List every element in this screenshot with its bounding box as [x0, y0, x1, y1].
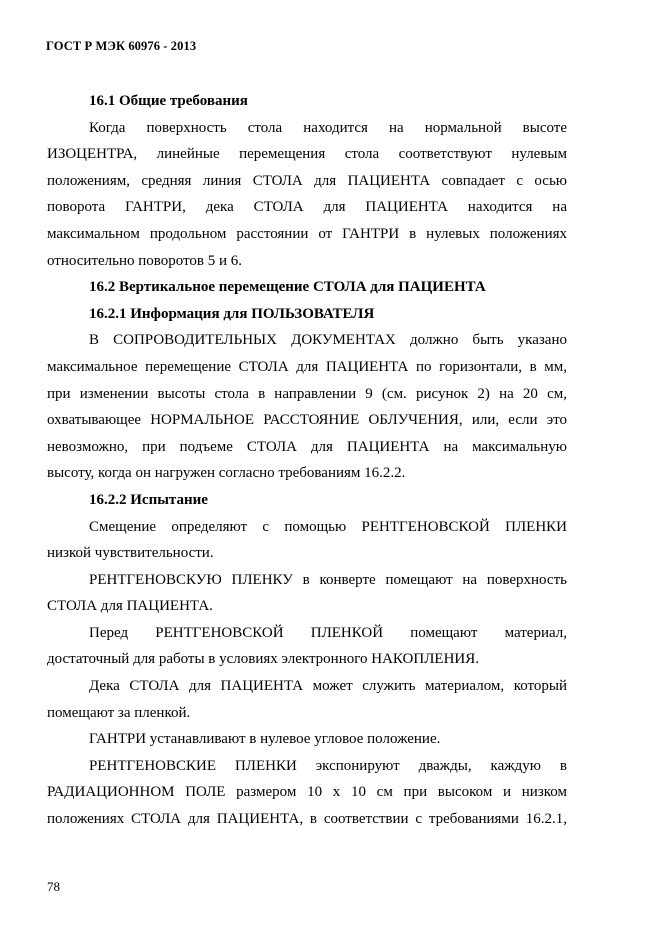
paragraph-line: РЕНТГЕНОВСКУЮ ПЛЕНКУ в конверте помещают на поверхность: [89, 571, 567, 588]
paragraph-line: поворота ГАНТРИ, дека СТОЛА для ПАЦИЕНТА находится на: [47, 199, 567, 216]
paragraph-line: В СОПРОВОДИТЕЛЬНЫХ ДОКУМЕНТАХ должно быть указано: [89, 332, 567, 349]
document-header: ГОСТ Р МЭК 60976 - 2013: [46, 39, 197, 53]
paragraph-line: достаточный для работы в условиях электронного НАКОПЛЕНИЯ.: [47, 651, 479, 668]
paragraph-line: положениях СТОЛА для ПАЦИЕНТА, в соответствии с требованиями 16.2.1,: [47, 811, 567, 828]
paragraph-line: ГАНТРИ устанавливают в нулевое угловое положение.: [89, 731, 441, 748]
paragraph-line: невозможно, при подъеме СТОЛА для ПАЦИЕНТА на максимальную: [47, 438, 567, 455]
paragraph-line: относительно поворотов 5 и 6.: [47, 252, 243, 269]
paragraph-line: Перед РЕНТГЕНОВСКОЙ ПЛЕНКОЙ помещают материал,: [89, 624, 567, 641]
section-heading-16-2-2: 16.2.2 Испытание: [89, 491, 208, 508]
paragraph-line: СТОЛА для ПАЦИЕНТА.: [47, 598, 213, 615]
paragraph-line: охватывающее НОРМАЛЬНОЕ РАССТОЯНИЕ ОБЛУЧЕНИЯ, или, если это: [47, 412, 567, 429]
paragraph-line: положениям, средняя линия СТОЛА для ПАЦИЕНТА совпадает с осью: [47, 172, 567, 189]
paragraph-line: при изменении высоты стола в направлении 9 (см. рисунок 2) на 20 см,: [47, 385, 567, 402]
paragraph-line: максимальное перемещение СТОЛА для ПАЦИЕНТА по горизонтали, в мм,: [47, 358, 567, 375]
section-heading-16-1: 16.1 Общие требования: [89, 93, 248, 109]
paragraph-line: Дека СТОЛА для ПАЦИЕНТА может служить материалом, который: [89, 678, 567, 695]
page-number: 78: [47, 879, 60, 894]
paragraph-line: РЕНТГЕНОВСКИЕ ПЛЕНКИ экспонируют дважды, каждую в: [89, 757, 567, 774]
section-heading-16-2: 16.2 Вертикальное перемещение СТОЛА для ПАЦИЕНТА: [89, 279, 486, 296]
paragraph-line: Когда поверхность стола находится на нормальной высоте: [89, 119, 567, 136]
paragraph-line: ИЗОЦЕНТРА, линейные перемещения стола соответствуют нулевым: [47, 146, 567, 163]
paragraph-line: Смещение определяют с помощью РЕНТГЕНОВСКОЙ ПЛЕНКИ: [89, 518, 567, 535]
paragraph-line: максимальном продольном расстоянии от ГАНТРИ в нулевых положениях: [47, 225, 567, 242]
section-heading-16-2-1: 16.2.1 Информация для ПОЛЬЗОВАТЕЛЯ: [89, 305, 375, 322]
paragraph-line: высоту, когда он нагружен согласно требованиям 16.2.2.: [47, 465, 406, 482]
paragraph-line: низкой чувствительности.: [47, 545, 214, 562]
paragraph-line: помещают за пленкой.: [47, 704, 191, 721]
paragraph-line: РАДИАЦИОННОМ ПОЛЕ размером 10 х 10 см при высоком и низком: [47, 784, 567, 801]
document-body: [47, 88, 567, 833]
